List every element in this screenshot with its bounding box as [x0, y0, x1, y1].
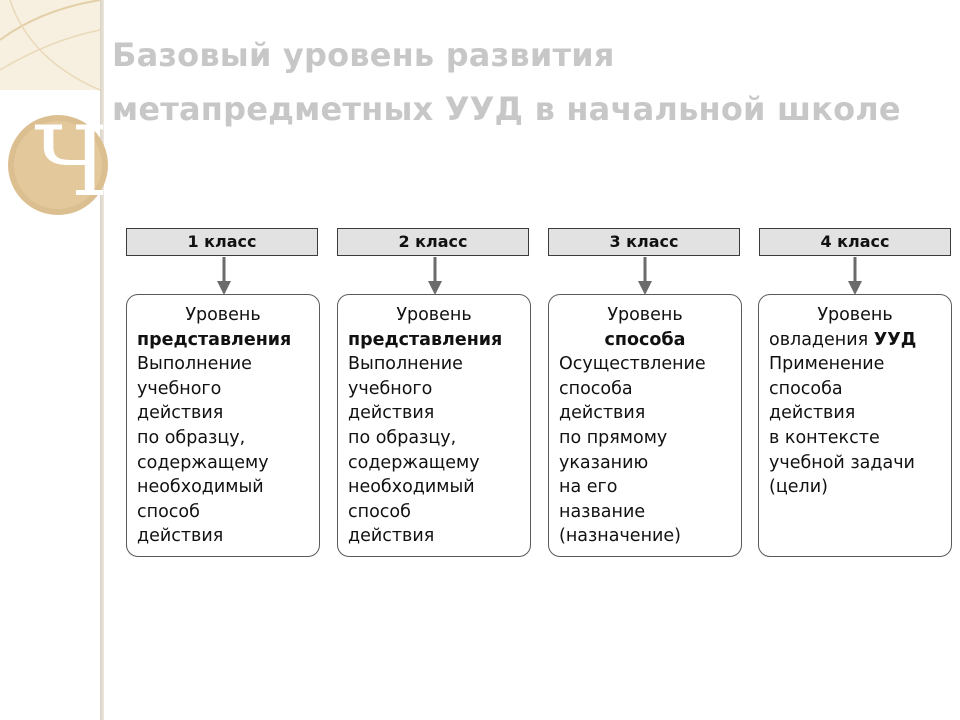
grade-3-card	[548, 294, 742, 557]
card-line: способ	[137, 501, 200, 522]
card-line: необходимый	[137, 477, 264, 498]
card-line: (цели)	[769, 477, 828, 498]
card-line: Применение	[769, 354, 885, 375]
card-line: содержащему	[137, 452, 269, 473]
grade-3-header: 3 класс	[548, 228, 740, 256]
level-word: Уровень	[396, 305, 472, 325]
grade-2-header: 2 класс	[337, 228, 529, 256]
card-line: (назначение)	[559, 526, 681, 547]
level-line: овладения УУД	[769, 329, 917, 350]
card-line: действия	[348, 526, 435, 547]
card-line: действия	[137, 526, 224, 547]
down-arrow-icon	[216, 257, 232, 295]
corner-ornament	[0, 0, 110, 240]
grade-2-card	[337, 294, 531, 557]
level-line	[348, 328, 526, 353]
level-name: представления	[137, 329, 292, 350]
card-line: по образцу,	[348, 427, 457, 448]
card-line: действия	[348, 403, 435, 424]
card-line: содержащему	[348, 452, 480, 473]
card-line: на его	[559, 477, 618, 498]
card-line: Выполнение	[348, 354, 463, 375]
down-arrow-icon	[847, 257, 863, 295]
level-name: способа	[604, 329, 686, 350]
slide-title	[112, 28, 952, 136]
grade-4-card	[758, 294, 952, 557]
logo-letter: Ч	[34, 106, 109, 218]
card-line: способ	[348, 501, 411, 522]
card-line: действия	[559, 403, 646, 424]
card-line: указанию	[559, 452, 649, 473]
card-line: действия	[137, 403, 224, 424]
card-line: способа	[769, 378, 843, 399]
level-line	[559, 328, 737, 353]
card-line: Выполнение	[137, 354, 252, 375]
level-word: Уровень	[185, 305, 261, 325]
card-line: учебного	[348, 378, 433, 399]
card-line: в контексте	[769, 427, 880, 448]
card-line: название	[559, 501, 646, 522]
level-word: Уровень	[817, 305, 893, 325]
level-line	[137, 328, 315, 353]
card-line: способа	[559, 378, 633, 399]
down-arrow-icon	[427, 257, 443, 295]
grade-4-header: 4 класс	[759, 228, 951, 256]
card-line: по прямому	[559, 427, 668, 448]
card-line: учебной задачи	[769, 452, 915, 473]
title-line-1: Базовый уровень развития	[112, 36, 615, 74]
level-word: Уровень	[607, 305, 683, 325]
grade-1-header: 1 класс	[126, 228, 318, 256]
card-line: необходимый	[348, 477, 475, 498]
level-name: представления	[348, 329, 503, 350]
down-arrow-icon	[637, 257, 653, 295]
title-line-2: метапредметных УУД в начальной школе	[112, 90, 901, 128]
card-line: Осуществление	[559, 354, 706, 375]
card-line: учебного	[137, 378, 222, 399]
card-line: по образцу,	[137, 427, 246, 448]
grade-1-card	[126, 294, 320, 557]
card-line: действия	[769, 403, 856, 424]
level-name: УУД	[873, 329, 917, 350]
